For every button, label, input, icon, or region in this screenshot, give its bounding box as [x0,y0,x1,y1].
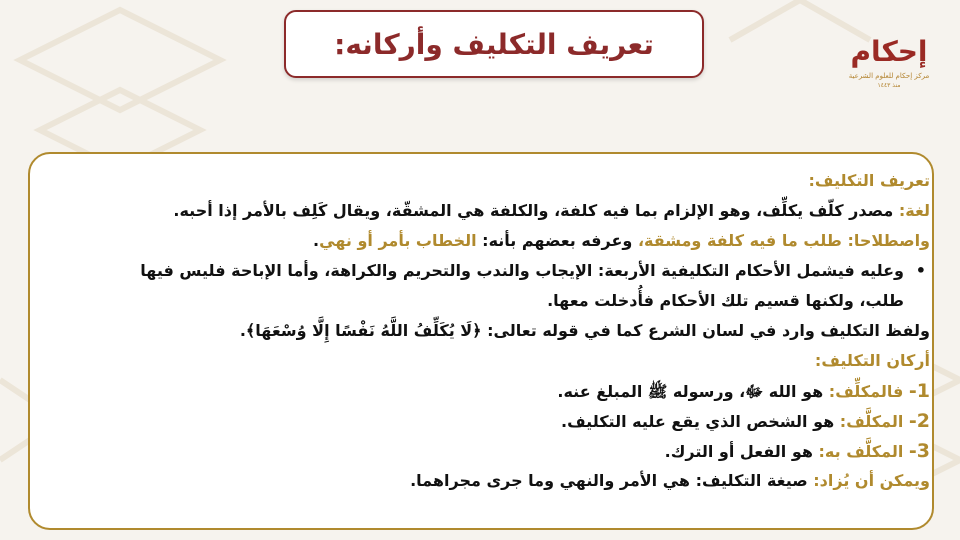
logo-tagline: منذ ١٤٤٣ [877,82,901,89]
title-box [284,10,704,78]
istilah-definition: طلب ما فيه كلفة ومشقة، [637,231,848,250]
lugha-text: مصدر كلّف يكلِّف، وهو الإلزام بما فيه كلفة، والكلفة هي المشقّة، ويقال كَلِف بالأمر إذا أحبه. [173,201,899,220]
bullet-text-2: طلب، ولكنها قسيم تلك الأحكام فأُدخلت معها. [547,291,904,310]
istilah-khitab: الخطاب بأمر أو نهي [319,231,483,250]
istilah-label: واصطلاحا: [847,231,930,250]
logo [848,28,930,94]
page-title: تعريف التكليف وأركانه: [334,27,654,61]
bullet-icon: • [915,261,926,280]
arkan-heading: أركان التكليف: [814,351,930,370]
arkan-item-1 [44,376,930,406]
lugha-line [44,196,930,226]
item-1-number: 1- [908,380,930,402]
item-3-number: 3- [908,440,930,462]
istilah-middle: وعرفه بعضهم بأنه: [482,231,638,250]
extra-text: صيغة التكليف: هي الأمر والنهي وما جرى مجراهما. [410,471,814,490]
arkan-item-3 [44,436,930,466]
arkan-heading-line [44,346,930,376]
bullet-line-2 [44,286,930,316]
content-body [44,166,930,496]
istilah-line [44,226,930,256]
definition-heading-line [44,166,930,196]
arkan-item-2 [44,406,930,436]
item-3-label: المكلَّف به: [818,442,909,461]
item-2-label: المكلَّف: [839,412,909,431]
extra-line [44,466,930,496]
bullet-text-1: وعليه فيشمل الأحكام التكليفية الأربعة: الإيجاب والندب والتحريم والكراهة، وأما الإباحة فليس فيها [140,261,904,280]
extra-label: ويمكن أن يُزاد: [813,471,930,490]
quran-line [44,316,930,346]
bullet-line-1 [44,256,930,286]
definition-heading: تعريف التكليف: [808,171,930,190]
istilah-end: . [313,231,320,250]
logo-name: إحكام [850,35,928,68]
item-1-label: فالمكلِّف: [828,382,909,401]
item-1-text: هو الله ﷻ، ورسوله ﷺ المبلغ عنه. [557,382,829,401]
quran-text: ولفظ التكليف وارد في لسان الشرع كما في قوله تعالى: ﴿لَا يُكَلِّفُ اللَّهُ نَفْسًا إِلَّا وُسْعَهَا﴾. [239,321,930,340]
item-2-text: هو الشخص الذي يقع عليه التكليف. [561,412,840,431]
item-2-number: 2- [908,410,930,432]
logo-subtitle: مركز إحكام للعلوم الشرعية [848,72,930,80]
item-3-text: هو الفعل أو الترك. [664,442,819,461]
lugha-label: لغة: [898,201,930,220]
